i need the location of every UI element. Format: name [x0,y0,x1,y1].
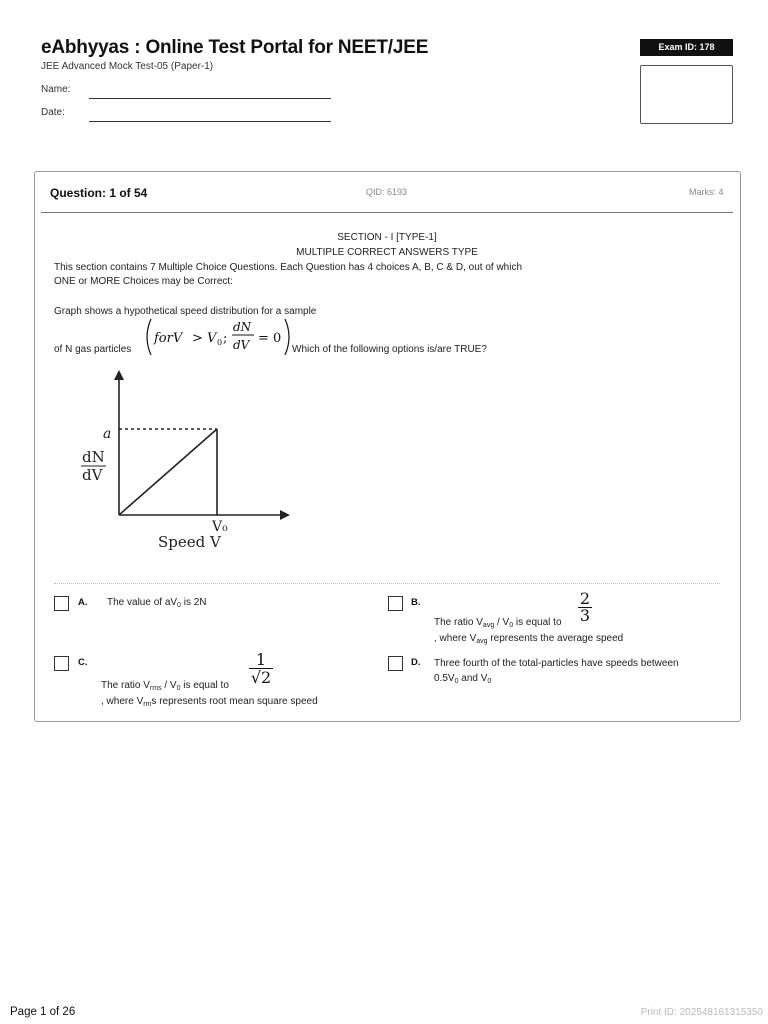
option-b-fraction: 2 3 [579,589,591,625]
y-value-label: a [103,426,112,442]
question-marks: Marks: 4 [689,187,724,197]
option-d-checkbox[interactable] [388,656,403,671]
print-id: Print ID: 202548161315350 [640,1007,763,1018]
speed-distribution-graph [78,364,298,554]
svg-text:dV: dV [233,338,250,352]
instructions-line-1: This section contains 7 Multiple Choice Questions. Each Question has 4 choices A, B, C & D, out of which [54,262,523,273]
exam-id-badge: Exam ID: 178 [640,39,733,56]
options-divider [54,583,720,584]
section-type: MULTIPLE CORRECT ANSWERS TYPE [296,247,478,258]
date-field[interactable] [89,121,331,122]
stem-math-svg [141,316,293,358]
option-a-checkbox[interactable] [54,596,69,611]
svg-text:>: > [192,331,203,346]
date-label: Date: [41,107,65,118]
name-label: Name: [41,84,71,95]
option-c-fraction: 1 √2 [250,650,272,687]
option-d-letter: D. [411,657,421,668]
graph-svg [78,364,298,554]
option-d-line-2: $0.5V_0$ and $V_0$ [434,673,492,685]
svg-text:;: ; [223,331,228,346]
y-axis-denominator: dV [82,466,103,484]
x-value-label: V₀ [212,519,228,535]
svg-text:= 0: = 0 [258,331,282,346]
x-axis-arrow [280,510,290,520]
svg-text:V: V [207,331,217,346]
x-axis-label: Speed V [158,533,221,551]
name-field[interactable] [89,98,331,99]
svg-text:0: 0 [217,338,223,347]
stem-math-expression [141,316,293,358]
option-c-checkbox[interactable] [54,656,69,671]
card-divider [41,212,733,213]
option-a-text: The value of $aV_0$ is 2N [107,597,207,609]
distribution-line [119,429,217,515]
option-c-line-1: The ratio $V_{rms} / V_0$ is equal to [101,680,229,692]
question-stem-line-1: Graph shows a hypothetical speed distribution for a sample [54,306,317,317]
option-c-line-2: , where $V_{rm}s$ represents root mean square speed [101,696,318,708]
page-number: Page 1 of 26 [10,1006,76,1018]
y-axis-numerator: dN [82,448,105,466]
question-stem-prefix: of N gas particles [54,344,132,355]
question-id: QID: 6193 [366,187,408,197]
option-b-checkbox[interactable] [388,596,403,611]
y-axis-arrow [114,370,124,380]
exam-id-box [640,65,733,124]
section-title: SECTION - I [TYPE-1] [337,232,437,243]
test-subtitle: JEE Advanced Mock Test-05 (Paper-1) [41,61,214,72]
option-b-letter: B. [411,597,421,608]
option-b-line-2: , where $V_{avg}$ represents the average speed [434,633,624,645]
instructions-line-2: ONE or MORE Choices may be Correct: [54,276,233,287]
option-d-line-1: Three fourth of the total-particles have speeds between [434,658,679,669]
page-title: eAbhyyas : Online Test Portal for NEET/JEE [41,37,429,58]
question-number: Question: 1 of 54 [50,186,148,200]
question-stem-suffix: Which of the following options is/are TRUE? [292,344,487,355]
svg-text:forV: forV [154,331,183,346]
option-b-line-1: The ratio $V_{avg} / V_0$ is equal to [434,617,562,629]
option-a-letter: A. [78,597,88,608]
option-c-letter: C. [78,657,88,668]
svg-text:dN: dN [233,320,252,334]
